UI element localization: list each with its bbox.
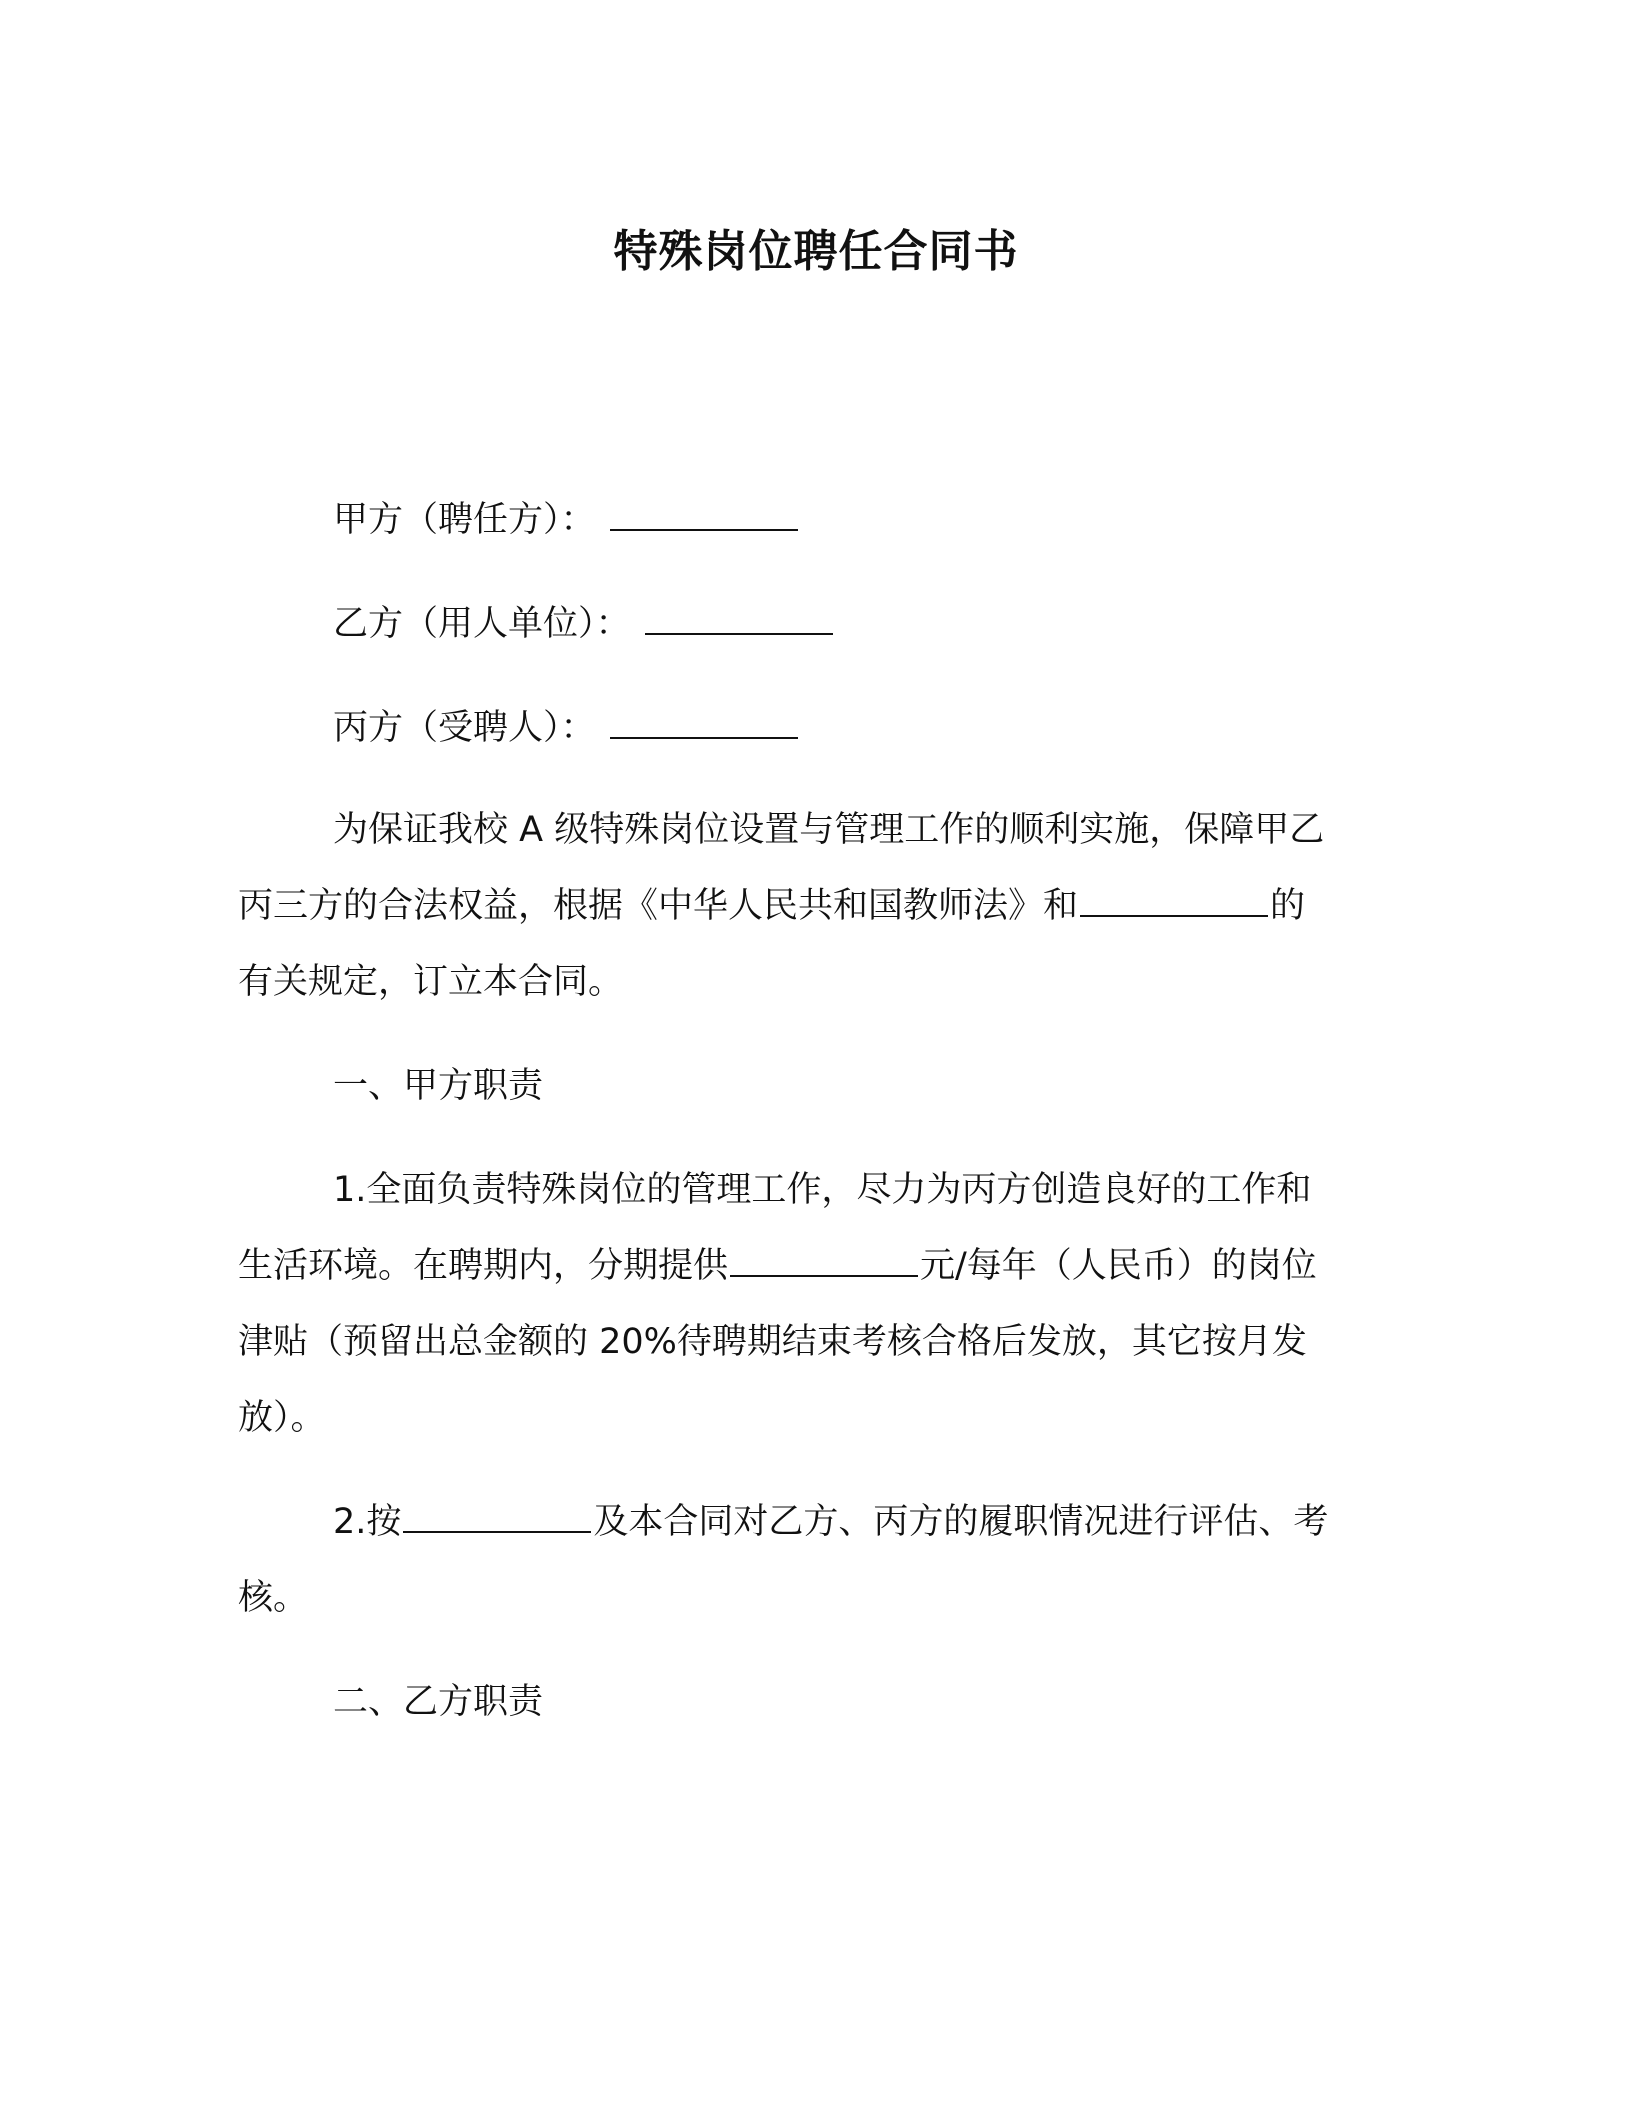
section-1-heading: 一、甲方职责 <box>333 1066 544 1106</box>
preamble-line-2-after: 的 <box>1270 886 1306 926</box>
party-a-label: 甲方（聘任方）： <box>333 500 596 540</box>
party-b-line <box>333 600 833 648</box>
item-1-line-3: 津贴（预留出总金额的 20%待聘期结束考核合格后发放，其它按月发 <box>238 1322 1307 1362</box>
party-c-blank[interactable] <box>610 705 798 739</box>
preamble-line-2 <box>238 882 1305 930</box>
party-b-label: 乙方（用人单位）： <box>333 604 631 644</box>
item-1-line-1: 1.全面负责特殊岗位的管理工作，尽力为丙方创造良好的工作和 <box>333 1170 1312 1210</box>
item-2-line-2: 核。 <box>238 1578 309 1618</box>
item-2-line-1-before: 2.按 <box>333 1502 402 1542</box>
preamble-regulation-blank[interactable] <box>1080 883 1268 917</box>
item-1-line-2-after: 元/每年（人民币）的岗位 <box>920 1246 1317 1286</box>
party-b-blank[interactable] <box>645 601 833 635</box>
section-2-heading: 二、乙方职责 <box>333 1682 544 1722</box>
preamble-line-3: 有关规定，订立本合同。 <box>238 962 624 1002</box>
item-2-line-1-after: 及本合同对乙方、丙方的履职情况进行评估、考 <box>593 1502 1329 1542</box>
item-1-line-2 <box>238 1242 1317 1290</box>
preamble-line-1: 为保证我校 A 级特殊岗位设置与管理工作的顺利实施，保障甲乙 <box>333 810 1325 850</box>
party-a-blank[interactable] <box>610 497 798 531</box>
item-2-line-1 <box>333 1498 1328 1546</box>
allowance-amount-blank[interactable] <box>730 1243 918 1277</box>
party-c-label: 丙方（受聘人）： <box>333 708 596 748</box>
party-c-line <box>333 704 798 752</box>
item-1-line-2-before: 生活环境。在聘期内，分期提供 <box>238 1246 729 1286</box>
preamble-line-2-before: 丙三方的合法权益，根据《中华人民共和国教师法》和 <box>238 886 1079 926</box>
evaluation-basis-blank[interactable] <box>403 1499 591 1533</box>
party-a-line <box>333 496 798 544</box>
item-1-line-4: 放）。 <box>238 1398 326 1438</box>
document-title: 特殊岗位聘任合同书 <box>613 226 1019 277</box>
